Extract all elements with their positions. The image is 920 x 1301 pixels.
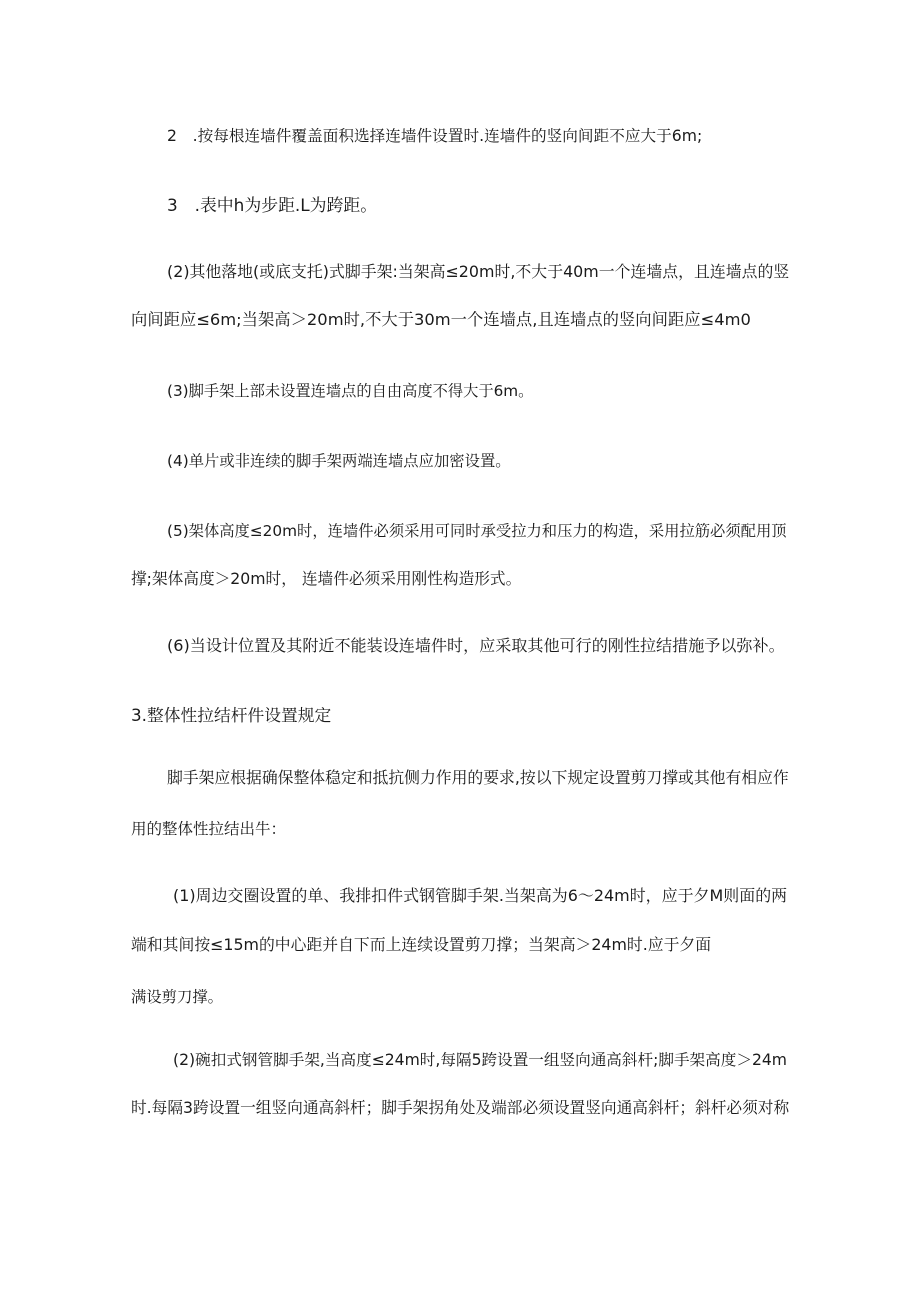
paragraph-intro-line-2: 用的整体性拉结出牛： bbox=[131, 820, 287, 838]
section-heading: 3.整体性拉结杆件设置规定 bbox=[131, 705, 332, 725]
paragraph-note-2: 2 .按每根连墙件覆盖面积选择连墙件设置时.连墙件的竖向间距不应大于6m; bbox=[167, 127, 703, 145]
paragraph-item-6: (6)当设计位置及其附近不能装设连墙件时，应采取其他可行的刚性拉结措施予以弥补。 bbox=[167, 636, 785, 655]
paragraph-item-5-line-1: (5)架体高度≤20m时，连墙件必须采用可同时承受拉力和压力的构造，采用拉筋必须配用顶 bbox=[167, 522, 787, 540]
paragraph-sub-2-line-2: 时.每隔3跨设置一组竖向通高斜杆；脚手架拐角处及端部必须设置竖向通高斜杆；斜杆必须对称 bbox=[131, 1098, 790, 1117]
paragraph-item-2-line-2: 向间距应≤6m;当架高＞20m时,不大于30m一个连墙点,且连墙点的竖向间距应≤4m0 bbox=[131, 310, 751, 329]
paragraph-item-5-line-2: 撑;架体高度＞20m时， 连墙件必须采用刚性构造形式。 bbox=[131, 569, 522, 588]
paragraph-intro-line-1: 脚手架应根据确保整体稳定和抵抗侧力作用的要求,按以下规定设置剪刀撑或其他有相应作 bbox=[167, 768, 789, 787]
paragraph-item-4: (4)单片或非连续的脚手架两端连墙点应加密设置。 bbox=[167, 452, 511, 470]
paragraph-sub-1-line-3: 满设剪刀撑。 bbox=[131, 988, 223, 1006]
paragraph-sub-2-line-1: (2)碗扣式钢管脚手架,当高度≤24m时,每隔5跨设置一组竖向通高斜杆;脚手架高度＞24m bbox=[173, 1051, 787, 1069]
paragraph-item-3: (3)脚手架上部未设置连墙点的自由高度不得大于6m。 bbox=[167, 382, 534, 400]
paragraph-sub-1-line-1: (1)周边交圈设置的单、我排扣件式钢管脚手架.当架高为6～24m时，应于夕M则面的两 bbox=[173, 886, 788, 905]
paragraph-note-3: 3 .表中h为步距.L为跨距。 bbox=[167, 195, 378, 215]
paragraph-sub-1-line-2: 端和其间按≤15m的中心距并自下而上连续设置剪刀撑；当架高＞24m时.应于夕面 bbox=[131, 935, 712, 954]
paragraph-item-2-line-1: (2)其他落地(或底支托)式脚手架:当架高≤20m时,不大于40m一个连墙点，且连墙点的竖 bbox=[167, 262, 790, 281]
